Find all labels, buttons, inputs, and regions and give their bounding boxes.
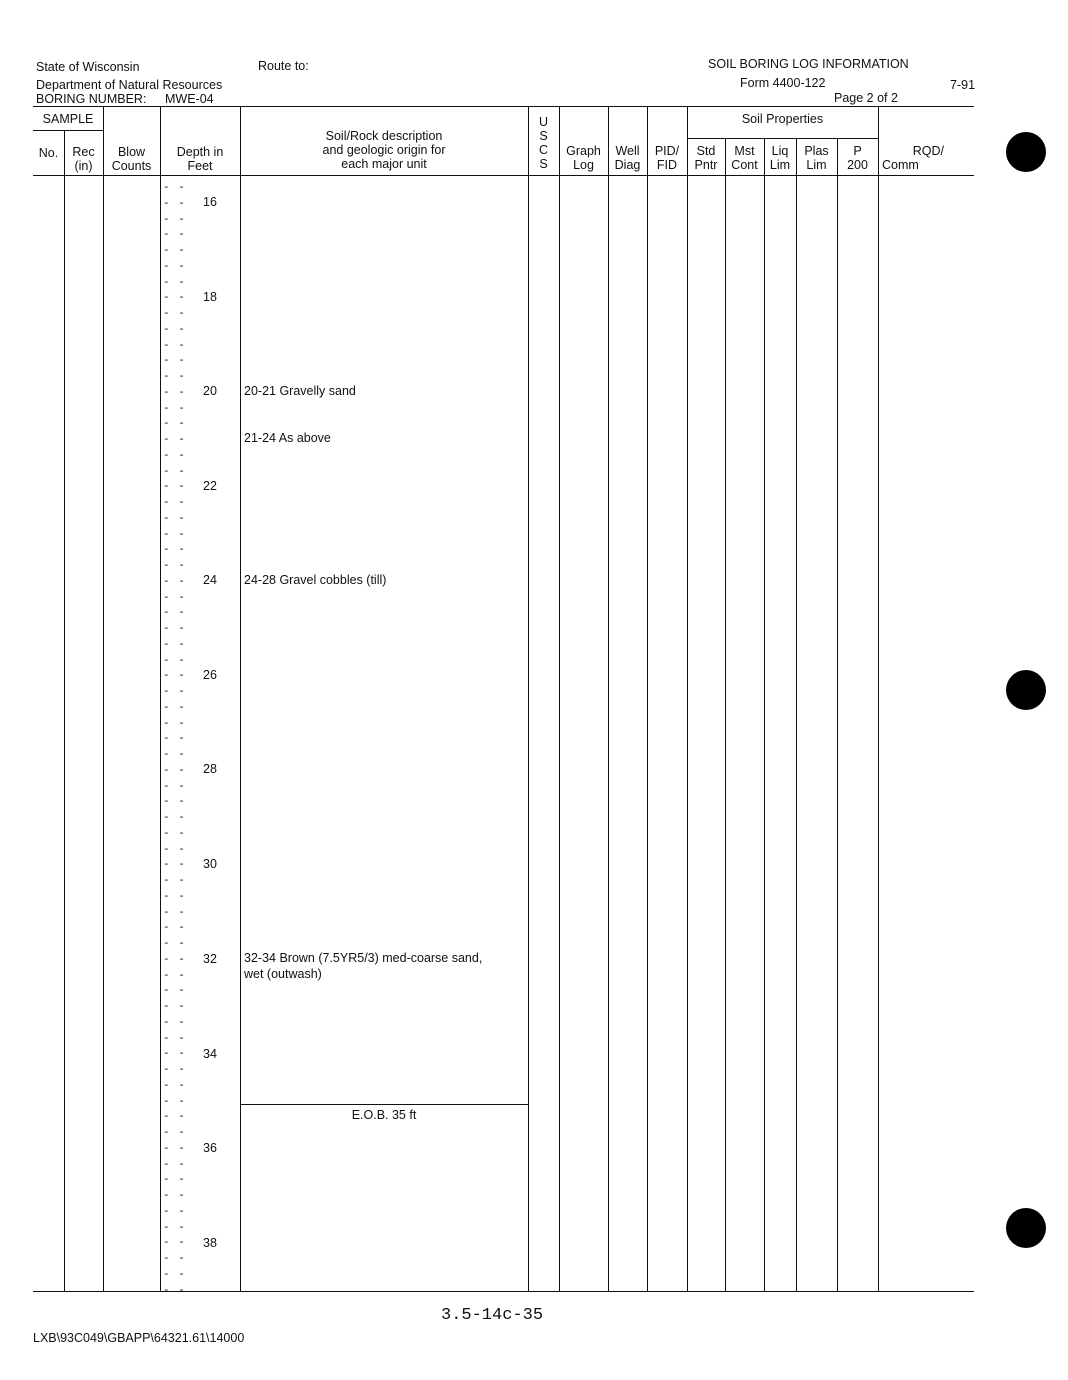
rqd-header-line1: RQD/ bbox=[912, 144, 944, 158]
header-bottom-border bbox=[33, 175, 974, 176]
depth-tick-mark: - - bbox=[163, 403, 186, 415]
depth-tick-mark: - - bbox=[163, 560, 186, 572]
depth-tick-mark: - - bbox=[163, 544, 186, 556]
graph-header-line2: Log bbox=[573, 158, 594, 172]
pid-header-line1: PID/ bbox=[654, 144, 680, 158]
depth-tick-mark: - - bbox=[163, 922, 186, 934]
mst-header-line2: Cont bbox=[731, 158, 758, 172]
depth-label-18: 18 bbox=[203, 290, 217, 304]
depth-label-30: 30 bbox=[203, 857, 217, 871]
depth-tick-mark: - - bbox=[163, 277, 186, 289]
depth-tick-mark: - - bbox=[163, 812, 186, 824]
col-divider-mst bbox=[764, 138, 765, 1291]
depth-tick-mark: - - bbox=[163, 1222, 186, 1234]
depth-label-32: 32 bbox=[203, 952, 217, 966]
depth-tick-mark: - - bbox=[163, 765, 186, 777]
depth-tick-mark: - - bbox=[163, 985, 186, 997]
desc-header-line3: each major unit bbox=[341, 157, 427, 171]
depth-header-line1: Depth in bbox=[176, 145, 224, 159]
department-label: Department of Natural Resources bbox=[36, 78, 223, 92]
blow-header-line2: Counts bbox=[111, 159, 152, 173]
rec-header-line1: Rec bbox=[72, 145, 95, 159]
uscs-letter-u: U bbox=[538, 115, 549, 129]
rec-header bbox=[64, 145, 103, 173]
depth-tick-mark: - - bbox=[163, 418, 186, 430]
form-number: Form 4400-122 bbox=[740, 76, 826, 90]
depth-label-38: 38 bbox=[203, 1236, 217, 1250]
soil-properties-header: Soil Properties bbox=[741, 112, 824, 126]
well-header-line2: Diag bbox=[614, 158, 641, 172]
depth-tick-mark: - - bbox=[163, 686, 186, 698]
desc-header-line2: and geologic origin for bbox=[322, 143, 446, 157]
form-revision: 7-91 bbox=[950, 78, 976, 92]
graph-log-header bbox=[559, 144, 608, 172]
col-divider-liq bbox=[796, 138, 797, 1291]
depth-label-20: 20 bbox=[203, 384, 217, 398]
depth-tick-mark: - - bbox=[163, 1080, 186, 1092]
col-divider-p200 bbox=[878, 106, 879, 1291]
uscs-letter-s1: S bbox=[539, 129, 548, 143]
depth-tick-mark: - - bbox=[163, 970, 186, 982]
table-top-border bbox=[33, 106, 974, 107]
depth-tick-mark: - - bbox=[163, 1064, 186, 1076]
form-title: SOIL BORING LOG INFORMATION bbox=[708, 57, 909, 71]
depth-tick-mark: - - bbox=[163, 1001, 186, 1013]
depth-header-line2: Feet bbox=[187, 159, 213, 173]
depth-tick-mark: - - bbox=[163, 229, 186, 241]
col-divider-std bbox=[725, 138, 726, 1291]
depth-label-36: 36 bbox=[203, 1141, 217, 1155]
depth-tick-mark: - - bbox=[163, 576, 186, 588]
col-divider-desc bbox=[528, 106, 529, 1291]
description-header bbox=[240, 129, 528, 171]
blow-counts-header bbox=[103, 145, 160, 173]
depth-tick-mark: - - bbox=[163, 198, 186, 210]
depth-tick-mark: - - bbox=[163, 1237, 186, 1249]
depth-tick-mark: - - bbox=[163, 907, 186, 919]
uscs-letter-c: C bbox=[538, 143, 549, 157]
depth-tick-mark: - - bbox=[163, 733, 186, 745]
plas-header-line1: Plas bbox=[804, 144, 829, 158]
col-divider-pid bbox=[687, 106, 688, 1291]
rqd-header-line2: Comm bbox=[882, 158, 919, 172]
boring-number-label: BORING NUMBER: bbox=[36, 92, 147, 106]
depth-tick-mark: - - bbox=[163, 607, 186, 619]
depth-tick-mark: - - bbox=[163, 670, 186, 682]
uscs-header bbox=[528, 115, 559, 171]
punch-hole-middle bbox=[1006, 670, 1046, 710]
depth-tick-mark: - - bbox=[163, 387, 186, 399]
depth-tick-mark: - - bbox=[163, 292, 186, 304]
rqd-comm-header bbox=[882, 144, 970, 172]
std-header-line2: Pntr bbox=[694, 158, 718, 172]
file-path: LXB\93C049\GBAPP\64321.61\14000 bbox=[33, 1331, 245, 1345]
depth-tick-mark: - - bbox=[163, 623, 186, 635]
description-24-28: 24-28 Gravel cobbles (till) bbox=[244, 573, 387, 587]
depth-tick-mark: - - bbox=[163, 245, 186, 257]
depth-tick-mark: - - bbox=[163, 371, 186, 383]
depth-tick-mark: - - bbox=[163, 1143, 186, 1155]
depth-tick-mark: - - bbox=[163, 529, 186, 541]
depth-tick-mark: - - bbox=[163, 796, 186, 808]
depth-tick-mark: - - bbox=[163, 214, 186, 226]
blow-header-line1: Blow bbox=[117, 145, 146, 159]
page-code: 3.5-14c-35 bbox=[441, 1306, 544, 1325]
depth-tick-mark: - - bbox=[163, 1253, 186, 1265]
liq-header-line1: Liq bbox=[771, 144, 789, 158]
depth-tick-mark: - - bbox=[163, 1159, 186, 1171]
depth-tick-mark: - - bbox=[163, 1174, 186, 1186]
depth-tick-mark: - - bbox=[163, 450, 186, 462]
sample-header-underline bbox=[33, 130, 103, 131]
depth-tick-mark: - - bbox=[163, 324, 186, 336]
depth-tick-mark: - - bbox=[163, 308, 186, 320]
depth-tick-mark: - - bbox=[163, 592, 186, 604]
depth-tick-mark: - - bbox=[163, 1033, 186, 1045]
col-divider-uscs bbox=[559, 106, 560, 1291]
depth-tick-mark: - - bbox=[163, 749, 186, 761]
depth-tick-mark: - - bbox=[163, 639, 186, 651]
depth-tick-mark: - - bbox=[163, 1096, 186, 1108]
depth-tick-mark: - - bbox=[163, 828, 186, 840]
std-pntr-header bbox=[687, 144, 725, 172]
depth-tick-mark: - - bbox=[163, 1017, 186, 1029]
page-indicator: Page 2 of 2 bbox=[834, 91, 898, 105]
p200-header bbox=[837, 144, 878, 172]
pid-fid-header bbox=[647, 144, 687, 172]
liq-header-line2: Lim bbox=[769, 158, 791, 172]
depth-tick-mark: - - bbox=[163, 891, 186, 903]
depth-tick-mark: - - bbox=[163, 1048, 186, 1060]
graph-header-line1: Graph bbox=[566, 144, 601, 158]
depth-tick-mark: - - bbox=[163, 497, 186, 509]
p-header-line1: P bbox=[853, 144, 862, 158]
p-header-line2: 200 bbox=[847, 158, 868, 172]
depth-tick-mark: - - bbox=[163, 1111, 186, 1123]
col-divider-rec bbox=[103, 106, 104, 1291]
col-divider-plas bbox=[837, 138, 838, 1291]
description-32-34-line1: 32-34 Brown (7.5YR5/3) med-coarse sand, bbox=[244, 951, 483, 965]
depth-tick-mark: - - bbox=[163, 513, 186, 525]
punch-hole-top bbox=[1006, 132, 1046, 172]
punch-hole-bottom bbox=[1006, 1208, 1046, 1248]
soil-properties-underline bbox=[687, 138, 878, 139]
description-32-34-line2: wet (outwash) bbox=[244, 967, 322, 981]
depth-label-24: 24 bbox=[203, 573, 217, 587]
rec-header-line2: (in) bbox=[74, 159, 93, 173]
well-diag-header bbox=[608, 144, 647, 172]
depth-tick-mark: - - bbox=[163, 1285, 186, 1297]
depth-tick-mark: - - bbox=[163, 355, 186, 367]
description-21-24: 21-24 As above bbox=[244, 431, 331, 445]
depth-tick-mark: - - bbox=[163, 702, 186, 714]
liq-lim-header bbox=[764, 144, 796, 172]
uscs-letter-s2: S bbox=[539, 157, 548, 171]
state-label: State of Wisconsin bbox=[36, 60, 140, 74]
col-divider-blow bbox=[160, 106, 161, 1291]
no-header: No. bbox=[38, 146, 59, 160]
depth-tick-mark: - - bbox=[163, 1269, 186, 1281]
depth-tick-mark: - - bbox=[163, 261, 186, 273]
mst-header-line1: Mst bbox=[734, 144, 755, 158]
depth-tick-mark: - - bbox=[163, 844, 186, 856]
std-header-line1: Std bbox=[696, 144, 716, 158]
depth-tick-mark: - - bbox=[163, 938, 186, 950]
route-to-label: Route to: bbox=[258, 59, 309, 73]
depth-tick-mark: - - bbox=[163, 1206, 186, 1218]
end-of-boring-label: E.O.B. 35 ft bbox=[351, 1108, 417, 1122]
depth-tick-mark: - - bbox=[163, 481, 186, 493]
col-divider-well bbox=[647, 106, 648, 1291]
desc-header-line1: Soil/Rock description bbox=[325, 129, 443, 143]
pid-header-line2: FID bbox=[656, 158, 678, 172]
col-divider-graph bbox=[608, 106, 609, 1291]
depth-tick-mark: - - bbox=[163, 182, 186, 194]
depth-tick-mark: - - bbox=[163, 340, 186, 352]
depth-label-34: 34 bbox=[203, 1047, 217, 1061]
depth-tick-mark: - - bbox=[163, 781, 186, 793]
well-header-line1: Well bbox=[615, 144, 640, 158]
depth-tick-mark: - - bbox=[163, 859, 186, 871]
boring-number-value: MWE-04 bbox=[165, 92, 214, 106]
sample-header: SAMPLE bbox=[42, 112, 94, 126]
plas-header-line2: Lim bbox=[806, 158, 827, 172]
depth-label-16: 16 bbox=[203, 195, 217, 209]
depth-tick-mark: - - bbox=[163, 954, 186, 966]
depth-tick-mark: - - bbox=[163, 1127, 186, 1139]
depth-label-28: 28 bbox=[203, 762, 217, 776]
depth-tick-mark: - - bbox=[163, 434, 186, 446]
depth-tick-mark: - - bbox=[163, 875, 186, 887]
mst-cont-header bbox=[725, 144, 764, 172]
description-20-21: 20-21 Gravelly sand bbox=[244, 384, 356, 398]
depth-label-26: 26 bbox=[203, 668, 217, 682]
plas-lim-header bbox=[796, 144, 837, 172]
depth-tick-mark: - - bbox=[163, 655, 186, 667]
depth-tick-mark: - - bbox=[163, 466, 186, 478]
depth-tick-mark: - - bbox=[163, 1190, 186, 1202]
col-divider-no bbox=[64, 130, 65, 1291]
depth-label-22: 22 bbox=[203, 479, 217, 493]
depth-tick-mark: - - bbox=[163, 718, 186, 730]
depth-header bbox=[160, 145, 240, 173]
eob-line bbox=[240, 1104, 528, 1105]
